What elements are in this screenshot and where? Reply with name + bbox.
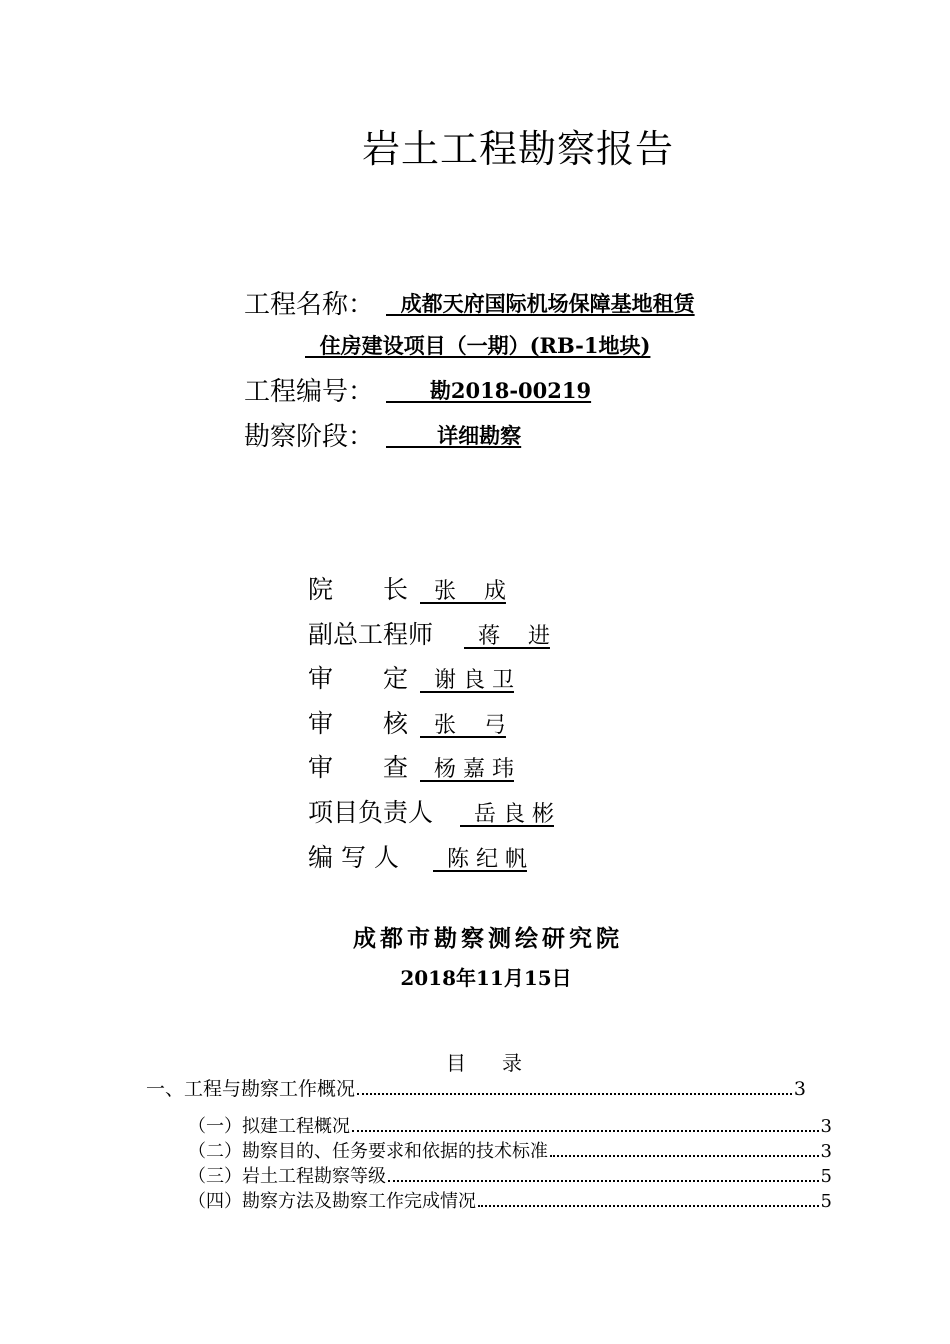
toc-entry-text: （四）勘察方法及勘察工作完成情况	[188, 1191, 476, 1212]
survey-stage-label: 勘察阶段：	[244, 422, 375, 452]
staff-value-approver: 谢 良 卫	[420, 668, 514, 693]
toc-entry-page: 3	[820, 1141, 832, 1162]
toc-entry-text: （二）勘察目的、任务要求和依据的技术标准	[188, 1141, 548, 1162]
staff-label-director: 院 长	[308, 575, 409, 604]
project-number-label: 工程编号：	[244, 377, 375, 407]
staff-value-reviewer: 张 弓	[420, 713, 506, 738]
report-date: 2018年11月15日	[400, 966, 572, 990]
staff-label-project-lead: 项目负责人	[308, 798, 434, 827]
toc-entry-level2[interactable]	[188, 1162, 832, 1188]
toc-entry-text: 一、工程与勘察工作概况	[146, 1078, 356, 1100]
staff-value-director: 张 成	[420, 579, 506, 604]
staff-label-reviewer: 审 核	[308, 709, 409, 738]
toc-entry-level1[interactable]	[146, 1074, 806, 1101]
staff-label-deputy-chief-engineer: 副总工程师	[308, 620, 434, 649]
toc-heading: 目 录	[446, 1051, 530, 1075]
staff-value-checker: 杨 嘉 玮	[420, 757, 514, 782]
toc-entry-page: 5	[820, 1191, 832, 1212]
survey-stage-value: 详细勘察	[386, 423, 522, 448]
staff-label-checker: 审 查	[308, 753, 409, 782]
toc-entry-level2[interactable]	[188, 1137, 832, 1163]
toc-entry-text: （三）岩土工程勘察等级	[188, 1166, 386, 1187]
organization-name: 成都市勘察测绘研究院	[353, 926, 623, 952]
staff-label-author: 编 写 人	[308, 843, 399, 872]
toc-entry-page: 3	[793, 1078, 806, 1100]
toc-entry-level2[interactable]	[188, 1187, 832, 1213]
toc-entry-level2[interactable]	[188, 1112, 832, 1138]
toc-entry-page: 3	[820, 1116, 832, 1137]
project-name-line1: 成都天府国际机场保障基地租赁	[386, 291, 695, 316]
toc-entry-page: 5	[820, 1166, 832, 1187]
toc-dot-leader	[352, 1130, 819, 1132]
toc-dot-leader	[388, 1180, 819, 1182]
toc-dot-leader	[357, 1093, 792, 1095]
toc-dot-leader	[478, 1205, 819, 1207]
staff-value-project-lead: 岳 良 彬	[460, 802, 554, 827]
toc-dot-leader	[550, 1155, 819, 1157]
toc-entry-text: （一）拟建工程概况	[188, 1116, 350, 1137]
staff-label-approver: 审 定	[308, 664, 409, 693]
project-name-line2: 住房建设项目（一期）(RB-1地块)	[305, 333, 651, 358]
report-title: 岩土工程勘察报告	[361, 127, 674, 171]
project-name-label: 工程名称：	[244, 290, 375, 320]
staff-value-author: 陈 纪 帆	[433, 847, 527, 872]
project-number-value: 勘2018-00219	[386, 378, 592, 403]
staff-value-deputy-chief-engineer: 蒋 进	[464, 624, 550, 649]
